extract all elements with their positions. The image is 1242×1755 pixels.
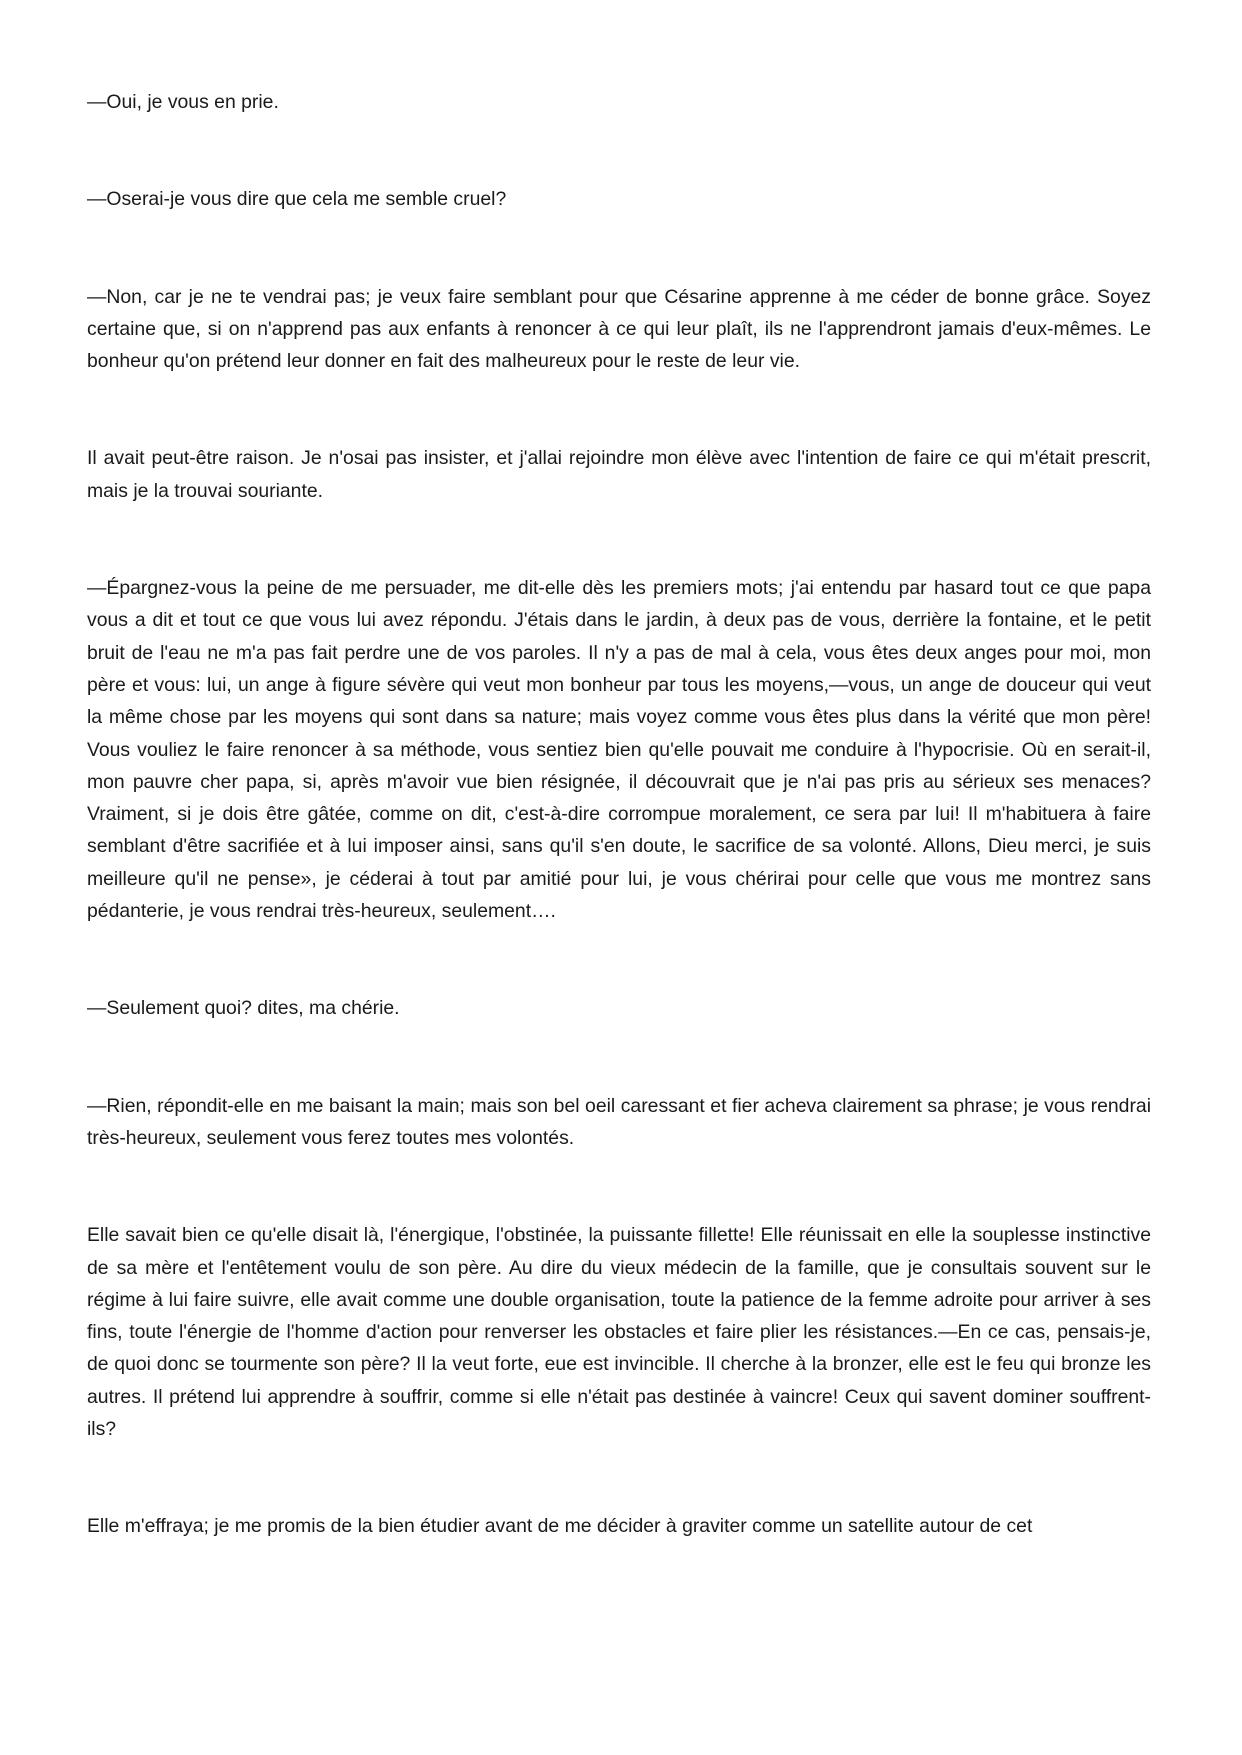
paragraph-7: —Rien, répondit-elle en me baisant la main; mais son bel oeil caressant et fier acheva clairement sa phrase; je vous rendrai très-heureux, seulement vous ferez toutes mes volontés. [87,1094,1151,1149]
document-page [87,86,1151,1543]
paragraph-3: —Non, car je ne te vendrai pas; je veux faire semblant pour que Césarine apprenne à me céder de bonne grâce. Soyez certaine que, si on n'apprend pas aux enfants à renoncer à ce qui leur plaît, ils ne l'apprendront jamais d'eux-mêmes. Le bonheur qu'on prétend leur donner en fait des malheureux pour le reste de leur vie. [87,285,1151,373]
paragraph-9: Elle m'effraya; je me promis de la bien étudier avant de me décider à graviter comme un satellite autour de cet [87,1515,1033,1538]
paragraph-1: —Oui, je vous en prie. [87,91,279,113]
paragraph-5: —Épargnez-vous la peine de me persuader, me dit-elle dès les premiers mots; j'ai entendu par hasard tout ce que papa vous a dit et tout ce que vous lui avez répondu. J'étais dans le jardin, à deux pas de vous, derrière la fontaine, et le petit bruit de l'eau ne m'a pas fait perdre une de vos paroles. Il n'y a pas de mal à cela, vous êtes deux anges pour moi, mon père et vous: lui, un ange à figure sévère qui veut mon bonheur par tous les moyens,—vous, un ange de douceur qui veut la même chose par les moyens qui sont dans sa nature; mais voyez comme vous êtes plus dans la vérité que mon père! Vous vouliez le faire renoncer à sa méthode, vous sentiez bien qu'elle pouvait me conduire à l'hypocrisie. Où en serait-il, mon pauvre cher papa, si, après m'avoir vue bien résignée, il découvrait que je n'ai pas pris au sérieux ses menaces? Vraiment, si je dois être gâtée, comme on dit, c'est-à-dire corrompue moralement, ce sera par lui! Il m'habituera à faire semblant d'être sacrifiée et à lui imposer ainsi, sans qu'il s'en doute, le sacrifice de sa volonté. Allons, Dieu merci, je suis meilleure qu'il ne pense», je céderai à tout par amitié pour lui, je vous chérirai pour celle que vous me montrez sans pédanterie, je vous rendrai très-heureux, seulement…. [87,577,1151,923]
paragraph-2: —Oserai-je vous dire que cela me semble cruel? [87,188,507,211]
paragraph-8: Elle savait bien ce qu'elle disait là, l'énergique, l'obstinée, la puissante fillette! Elle réunissait en elle la souplesse instinctive de sa mère et l'entêtement voulu de son père. Au dire du vieux médecin de la famille, que je consultais souvent sur le régime à lui faire suivre, elle avait comme une double organisation, toute la patience de la femme adroite pour arriver à ses fins, toute l'énergie de l'homme d'action pour renverser les obstacles et faire plier les résistances.—En ce cas, pensais-je, de quoi donc se tourmente son père? Il la veut forte, eue est invincible. Il cherche à la bronzer, elle est le feu qui bronze les autres. Il prétend lui apprendre à souffrir, comme si elle n'était pas destinée à vaincre! Ceux qui savent dominer souffrent-ils? [87,1224,1151,1441]
paragraph-4: Il avait peut-être raison. Je n'osai pas insister, et j'allai rejoindre mon élève avec l'intention de faire ce qui m'était prescrit, mais je la trouvai souriante. [87,447,1151,502]
paragraph-6: —Seulement quoi? dites, ma chérie. [87,997,400,1020]
